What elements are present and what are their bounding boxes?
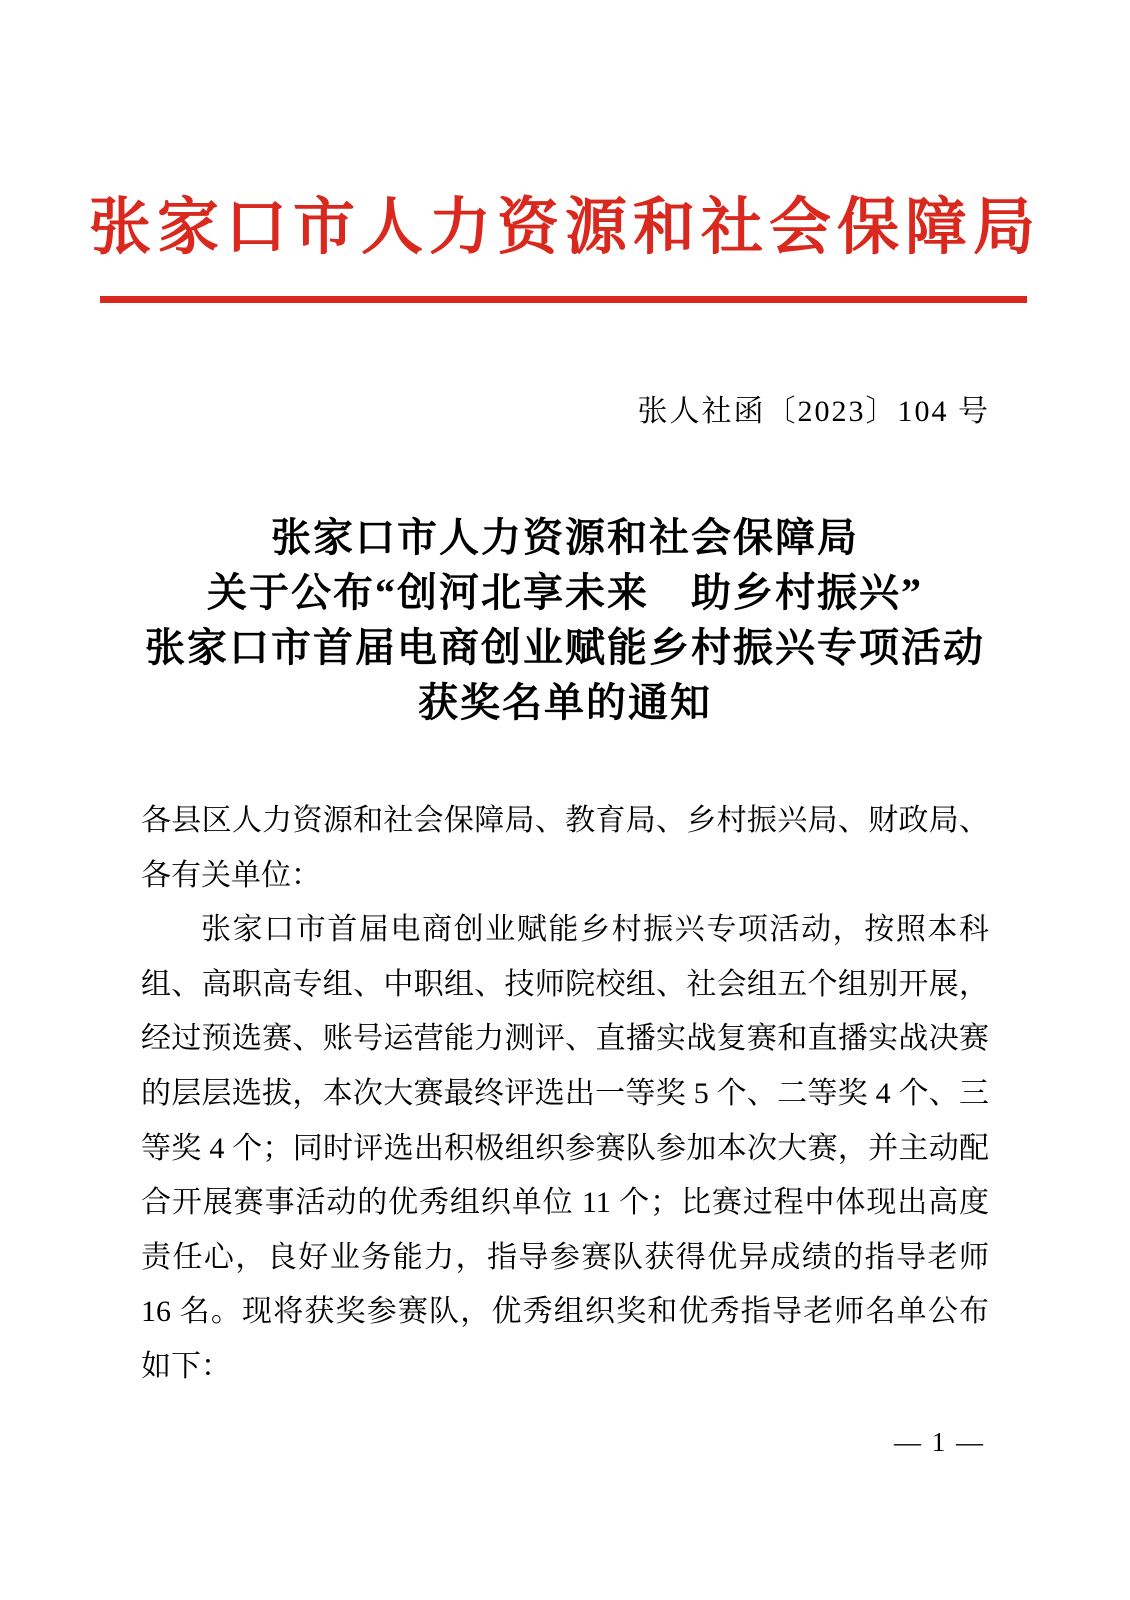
body-line-salutation-2: 各有关单位：	[141, 858, 321, 892]
body-line-paragraph-7: 责任心，良好业务能力，指导参赛队获得优异成绩的指导老师	[141, 1240, 989, 1274]
notice-title-line-1: 张家口市人力资源和社会保障局	[271, 515, 859, 560]
body-line-salutation-1: 各县区人力资源和社会保障局、教育局、乡村振兴局、财政局、	[141, 804, 989, 837]
page-number: — 1 —	[894, 1427, 985, 1457]
body-line-paragraph-4: 的层层选拔，本次大赛最终评选出一等奖 5 个、二等奖 4 个、三	[141, 1076, 989, 1110]
body-line-paragraph-9: 如下：	[141, 1349, 231, 1383]
body-line-paragraph-2: 组、高职高专组、中职组、技师院校组、社会组五个组别开展，	[141, 967, 989, 1001]
body-line-paragraph-6: 合开展赛事活动的优秀组织单位 11 个；比赛过程中体现出高度	[141, 1186, 989, 1220]
notice-title	[0, 510, 1130, 730]
notice-title-line-3: 张家口市首届电商创业赋能乡村振兴专项活动	[145, 625, 985, 670]
letterhead-divider-rule	[100, 296, 1027, 303]
body-line-paragraph-1: 张家口市首届电商创业赋能乡村振兴专项活动，按照本科	[201, 913, 989, 947]
body-line-paragraph-3: 经过预选赛、账号运营能力测评、直播实战复赛和直播实战决赛	[141, 1022, 989, 1056]
body-line-paragraph-8: 16 名。现将获奖参赛队，优秀组织奖和优秀指导老师名单公布	[141, 1295, 989, 1329]
body-line-paragraph-5: 等奖 4 个；同时评选出积极组织参赛队参加本次大赛，并主动配	[141, 1131, 989, 1165]
letterhead-agency-title: 张家口市人力资源和社会保障局	[88, 194, 1041, 262]
document-body	[141, 794, 989, 1395]
notice-title-line-4: 获奖名单的通知	[418, 680, 712, 725]
notice-title-line-2: 关于公布“创河北享未来 助乡村振兴”	[207, 570, 923, 615]
document-reference-number: 张人社函〔2023〕104 号	[637, 395, 990, 428]
